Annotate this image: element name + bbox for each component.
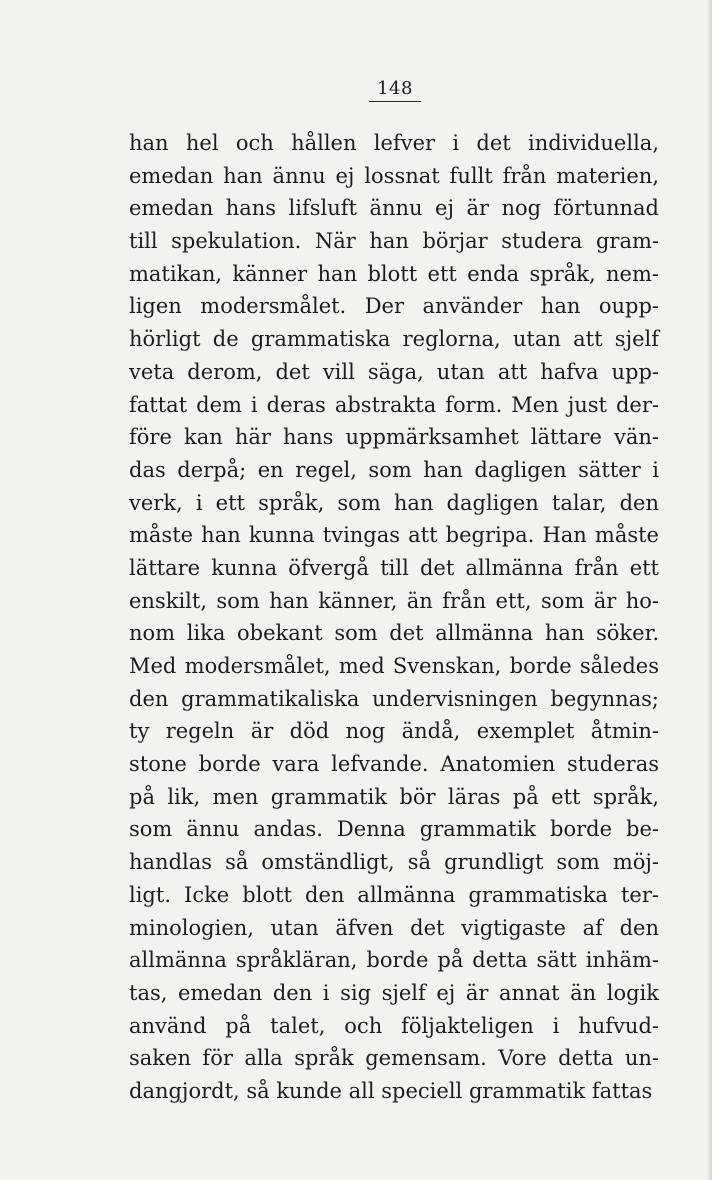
text-line: tas, emedan den i sig sjelf ej är annat än logik bbox=[129, 980, 659, 1005]
text-line: matikan, känner han blott ett enda språk, nem- bbox=[129, 261, 659, 286]
text-line: emedan hans lifsluft ännu ej är nog förtunnad bbox=[129, 196, 659, 221]
text-line: veta derom, det vill säga, utan att hafva upp- bbox=[129, 359, 659, 384]
text-line: handlas så omständligt, så grundligt som möj- bbox=[129, 850, 659, 875]
text-line: minologien, utan äfven det vigtigaste af den bbox=[129, 915, 659, 940]
text-line: nom lika obekant som det allmänna han söker. bbox=[129, 621, 659, 646]
text-line: måste han kunna tvingas att begripa. Han måste bbox=[129, 523, 659, 548]
text-line: till spekulation. När han börjar studera gram- bbox=[129, 229, 659, 254]
page-edge-shadow bbox=[708, 0, 712, 1180]
page-number-underline bbox=[369, 101, 421, 102]
text-line: ligt. Icke blott den allmänna grammatiska ter- bbox=[129, 882, 659, 907]
text-line: på lik, men grammatik bör läras på ett språk, bbox=[129, 784, 659, 809]
text-line: dangjordt, så kunde all speciell grammatik fattas bbox=[129, 1078, 653, 1103]
text-line: lättare kunna öfvergå till det allmänna från ett bbox=[129, 555, 659, 580]
text-line: verk, i ett språk, som han dagligen talar, den bbox=[129, 490, 659, 515]
text-line: ty regeln är död nog ändå, exemplet åtmin- bbox=[129, 719, 659, 744]
text-line: enskilt, som han känner, än från ett, som är ho- bbox=[129, 588, 659, 613]
body-text bbox=[129, 127, 659, 1108]
text-line: ligen modersmålet. Der använder han oupp- bbox=[129, 294, 659, 319]
text-line: använd på talet, och följakteligen i hufvud- bbox=[129, 1013, 659, 1038]
text-line: hörligt de grammatiska reglorna, utan att sjelf bbox=[129, 327, 659, 352]
text-line: emedan han ännu ej lossnat fullt från materien, bbox=[129, 163, 659, 188]
text-line: stone borde vara lefvande. Anatomien studeras bbox=[129, 752, 659, 777]
text-line: den grammatikaliska undervisningen begynnas; bbox=[129, 686, 659, 711]
text-line: saken för alla språk gemensam. Vore detta un- bbox=[129, 1046, 659, 1071]
text-line: Med modersmålet, med Svenskan, borde således bbox=[129, 654, 659, 678]
text-line: das derpå; en regel, som han dagligen sätter i bbox=[129, 457, 659, 482]
page-number: 148 bbox=[377, 78, 413, 99]
text-line: före kan här hans uppmärksamhet lättare vän- bbox=[129, 425, 659, 450]
text-line: fattat dem i deras abstrakta form. Men just der- bbox=[129, 392, 659, 417]
text-line: som ännu andas. Denna grammatik borde be- bbox=[129, 817, 659, 842]
text-line: han hel och hållen lefver i det individuella, bbox=[129, 131, 659, 155]
text-line: allmänna språkläran, borde på detta sätt inhäm- bbox=[129, 948, 659, 973]
